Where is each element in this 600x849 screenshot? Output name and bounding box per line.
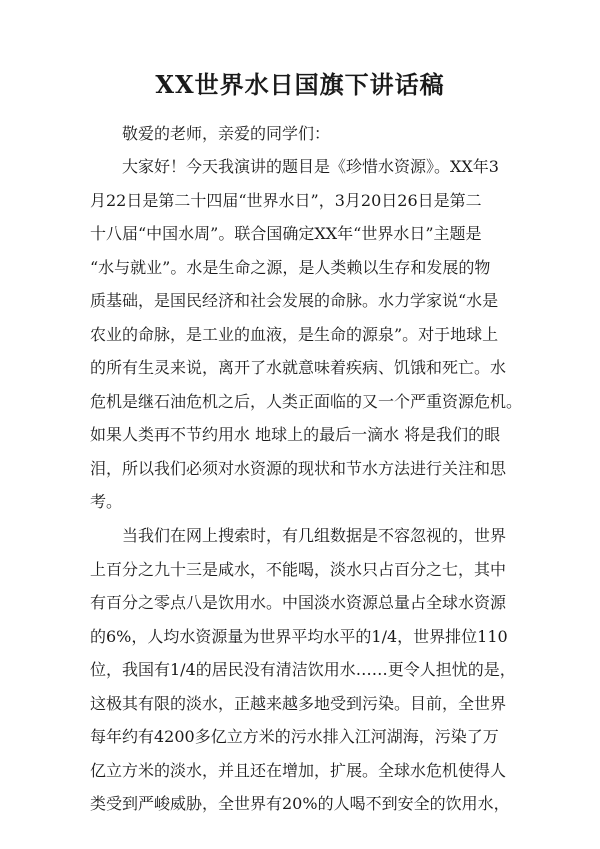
text-line: 考。 bbox=[90, 492, 123, 511]
text-line: 有百分之零点八是饮用水。中国淡水资源总量占全球水资源 bbox=[90, 593, 507, 612]
text-line: 的所有生灵来说，离开了水就意味着疾病、饥饿和死亡。水 bbox=[90, 358, 507, 377]
text-line: 当我们在网上搜索时，有几组数据是不容忽视的，世界 bbox=[122, 526, 507, 545]
text-line: 大家好！今天我演讲的题目是《珍惜水资源》。XX年3 bbox=[122, 157, 499, 176]
text-line: 泪，所以我们必须对水资源的现状和节水方法进行关注和思 bbox=[90, 458, 507, 478]
text-line: 质基础，是国民经济和社会发展的命脉。水力学家说“水是 bbox=[90, 291, 499, 310]
paragraph-data bbox=[90, 519, 516, 821]
text-line: 这极其有限的淡水，正越来越多地受到污染。目前，全世界 bbox=[90, 693, 507, 713]
text-line: 农业的命脉，是工业的血液，是生命的源泉”。对于地球上 bbox=[90, 324, 499, 344]
paragraph-salutation bbox=[90, 117, 512, 151]
text-line: 每年约有4200多亿立方米的污水排入江河湖海，污染了万 bbox=[90, 727, 499, 746]
text-line: 如果人类再不节约用水 地球上的最后一滴水 将是我们的眼 bbox=[90, 425, 501, 444]
text-line: 危机是继石油危机之后，人类正面临的又一个严重资源危机。 bbox=[90, 391, 523, 411]
text-line: “水与就业”。水是生命之源，是人类赖以生存和发展的物 bbox=[90, 257, 491, 277]
text-line: 上百分之九十三是咸水，不能喝，淡水只占百分之七，其中 bbox=[90, 559, 507, 579]
text-line: 十八届“中国水周”。联合国确定XX年“世界水日”主题是 bbox=[90, 224, 482, 243]
text-line: 月22日是第二十四届“世界水日”，3月20日26日是第二 bbox=[90, 190, 482, 210]
text-line: 的6%，人均水资源量为世界平均水平的1/4，世界排位110 bbox=[90, 626, 508, 646]
text-line: 敬爱的老师，亲爱的同学们： bbox=[122, 124, 331, 143]
text-line: 亿立方米的淡水，并且还在增加，扩展。全球水危机使得人 bbox=[90, 760, 507, 780]
document-title: XX世界水日国旗下讲话稿 bbox=[155, 70, 445, 99]
paragraph-intro bbox=[90, 150, 523, 519]
text-line: 类受到严峻威胁，全世界有20%的人喝不到安全的饮用水， bbox=[90, 794, 510, 813]
text-line: 位，我国有1/4的居民没有清洁饮用水……更令人担忧的是， bbox=[90, 660, 516, 679]
